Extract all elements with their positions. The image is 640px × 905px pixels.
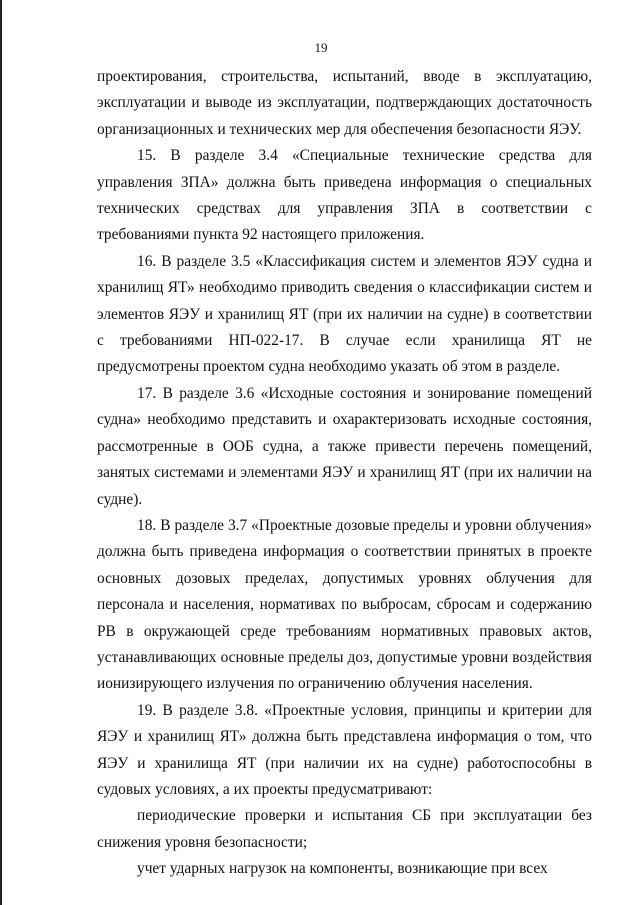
paragraph-item-18: 18. В разделе 3.7 «Проектные дозовые пределы и уровни облучения» должна быть приведена информация о соответствии принятых в проекте основных дозовых пределах, допустимых уровнях облучения для персонала и населения, нормативах по выбросам, сбросам и содержанию РВ в окружающей среде требованиям нормативных правовых актов, устанавливающих основные пределы доз, допустимые уровни воздействия ионизирующего излучения по ограничению облучения населения. xyxy=(97,516,592,693)
paragraph-item-16: 16. В разделе 3.5 «Классификация систем и элементов ЯЭУ судна и хранилищ ЯТ» необходимо приводить сведения о классификации систем и элементов ЯЭУ и хранилищ ЯТ (при их наличии на судне) в соответствии с требованиями НП-022-17. В случае если хранилища ЯТ не предусмотрены проектом судна необходимо указать об этом в разделе. xyxy=(97,252,592,376)
paragraph-list-item: учет ударных нагрузок на компоненты, возникающие при всех xyxy=(137,860,548,878)
document-body xyxy=(97,64,592,883)
paragraph-item-15: 15. В разделе 3.4 «Специальные технические средства для управления ЗПА» должна быть приведена информация о специальных технических средствах для управления ЗПА в соответствии с требованиями пункта 92 настоящего приложения. xyxy=(97,147,592,244)
paragraph-list-item: периодические проверки и испытания СБ при эксплуатации без снижения уровня безопасности; xyxy=(97,807,592,851)
paragraph-item-17: 17. В разделе 3.6 «Исходные состояния и зонирование помещений судна» необходимо представить и охарактеризовать исходные состояния, рассмотренные в ООБ судна, а также привести перечень помещений, занятых системами и элементами ЯЭУ и хранилищ ЯТ (при их наличии на судне). xyxy=(97,384,592,508)
paragraph-continuation: проектирования, строительства, испытаний, вводе в эксплуатацию, эксплуатации и выводе из эксплуатации, подтверждающих достаточность организационных и технических мер для обеспечения безопасности ЯЭУ. xyxy=(97,68,592,138)
page-number: 19 xyxy=(314,40,328,55)
paragraph-item-19: 19. В разделе 3.8. «Проектные условия, принципы и критерии для ЯЭУ и хранилищ ЯТ» должна быть представлена информация о том, что ЯЭУ и хранилища ЯТ (при наличии их на судне) работоспособны в судовых условиях, а их проекты предусматривают: xyxy=(97,701,592,798)
